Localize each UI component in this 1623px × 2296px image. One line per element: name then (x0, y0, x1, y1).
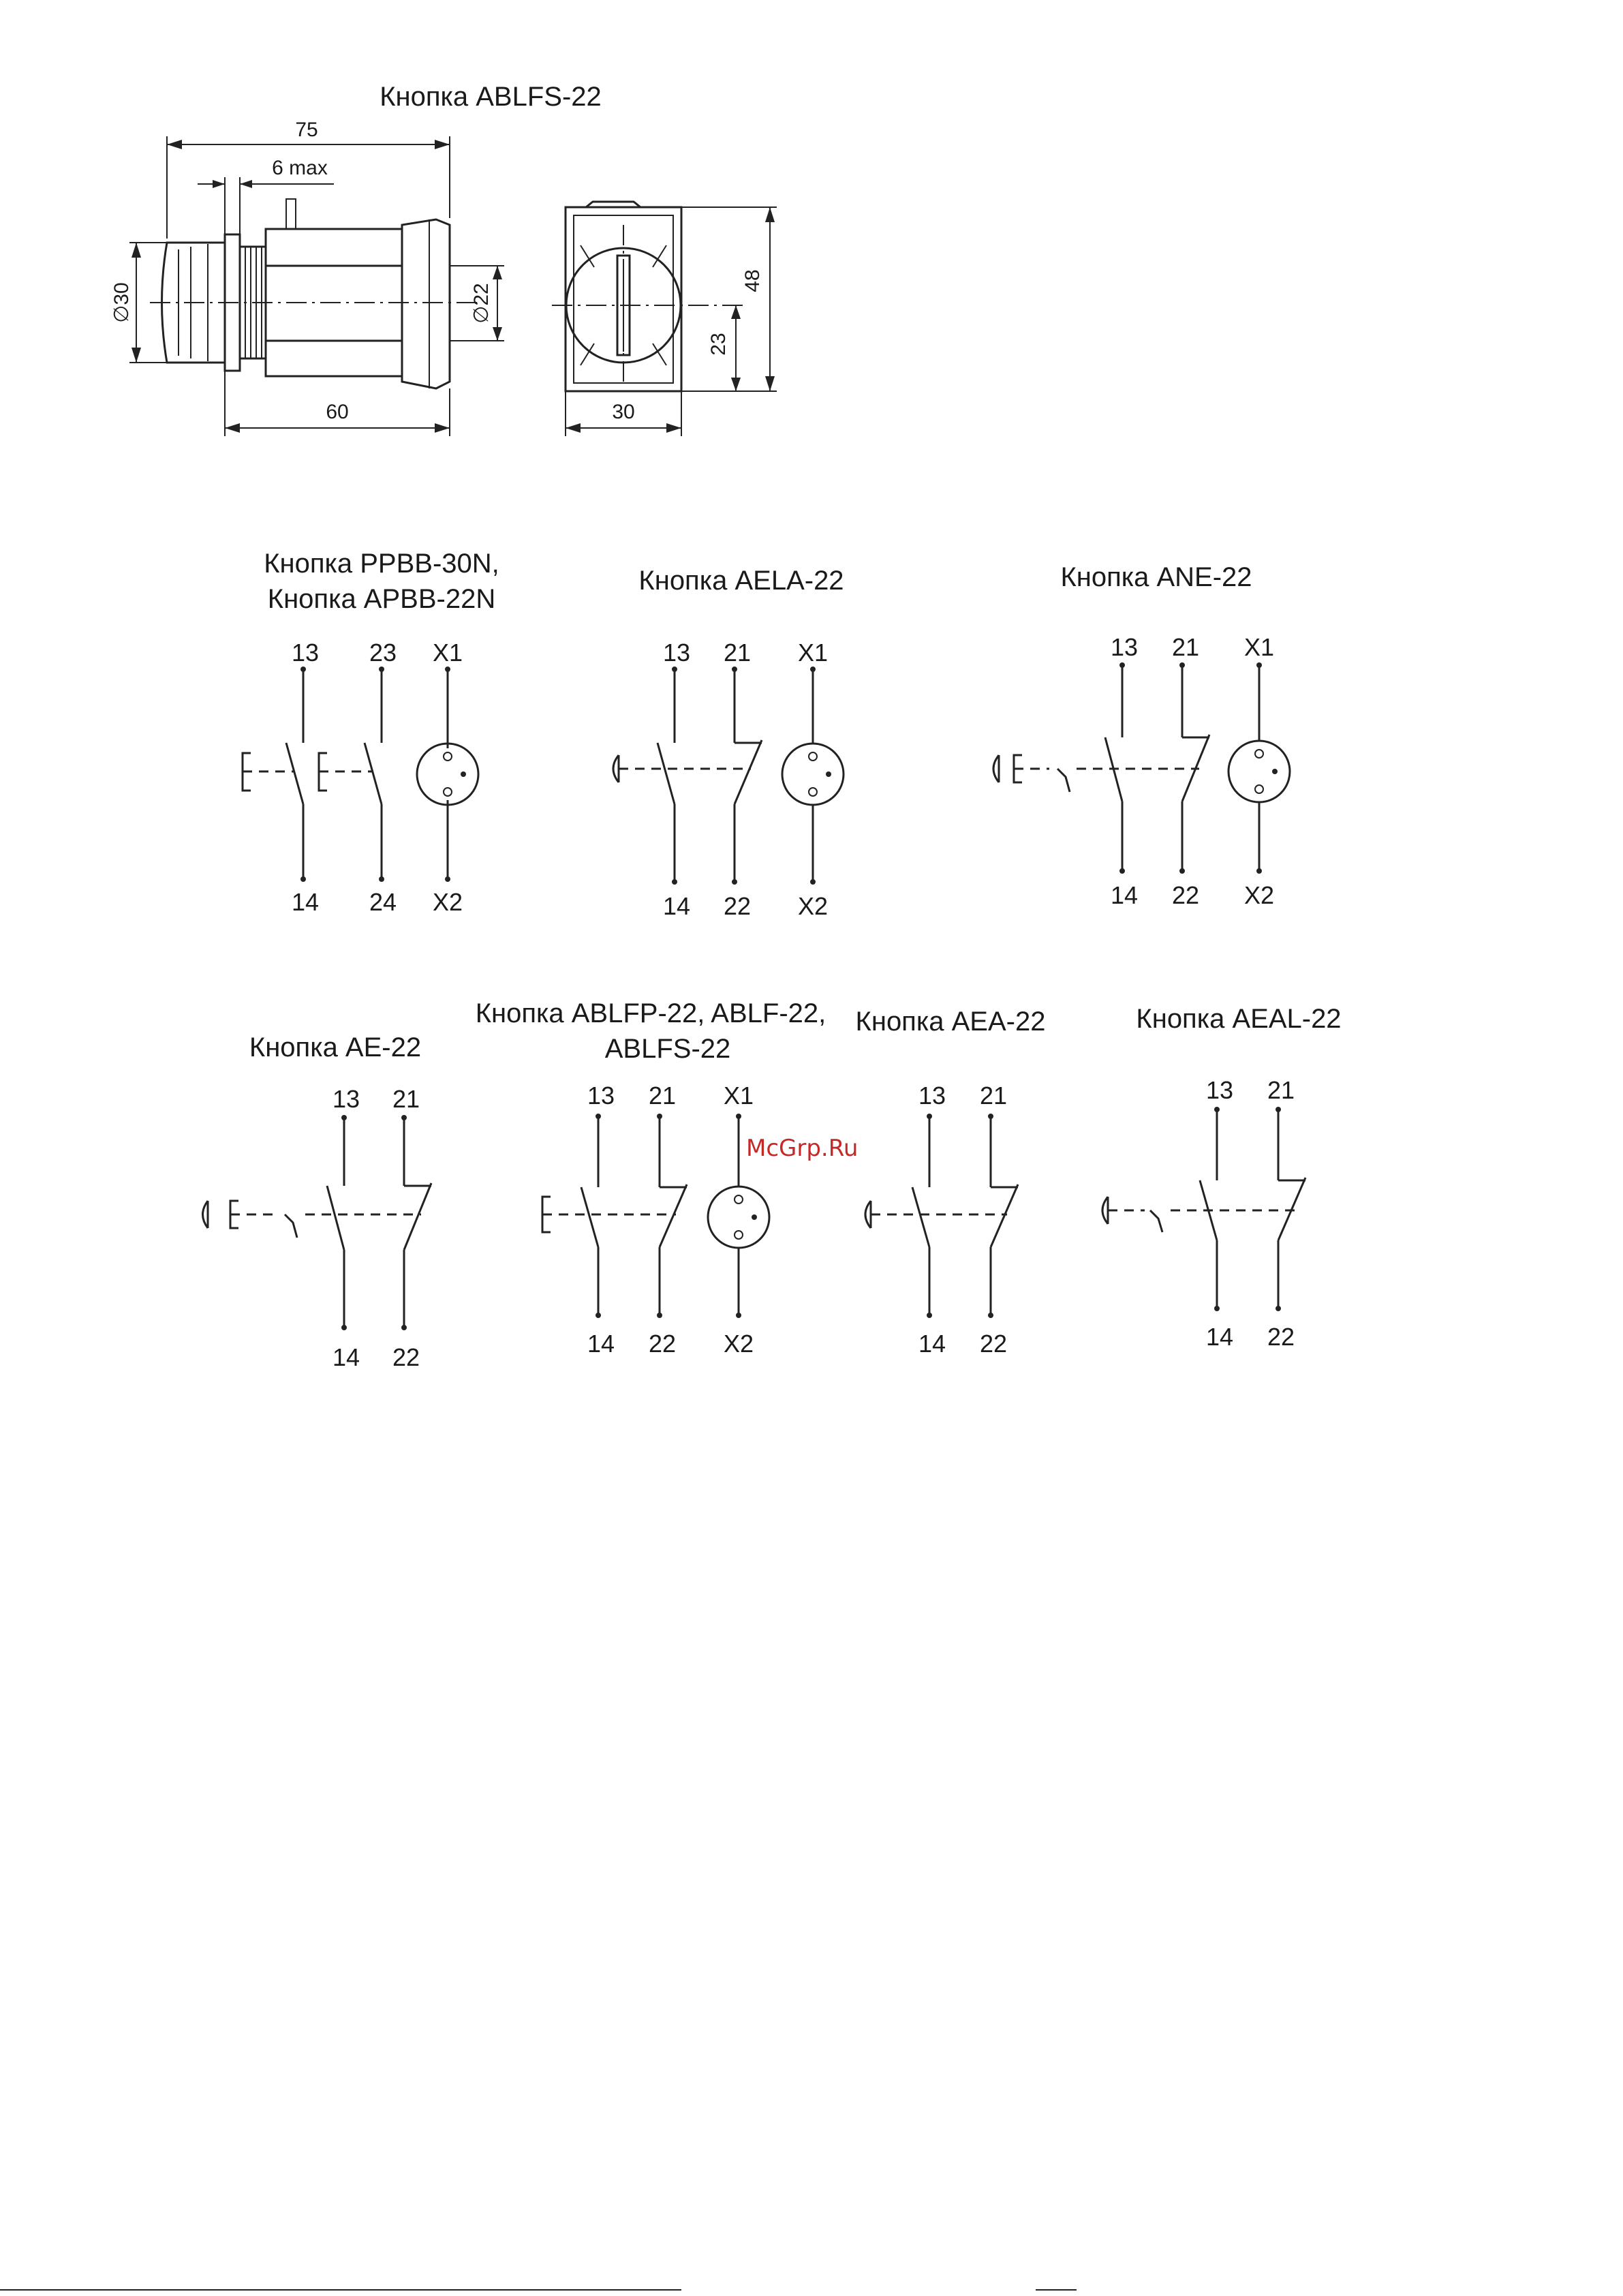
terminal-label: 14 (1205, 1323, 1234, 1351)
terminal-label: 22 (979, 1330, 1008, 1358)
terminal-label: X1 (1243, 633, 1275, 661)
terminal-label: X1 (723, 1082, 754, 1109)
schematic-title: Кнопка APBB-22N (267, 584, 496, 614)
terminal-label: X2 (1243, 881, 1275, 909)
side-view (150, 199, 477, 388)
terminal-label: 14 (662, 892, 691, 920)
schematic-aeal-22 (1102, 1004, 1342, 1351)
terminal-label: 14 (587, 1330, 615, 1358)
terminal-label: X2 (797, 892, 829, 920)
terminal-label: 13 (918, 1082, 946, 1109)
dim-overall-length: 75 (295, 119, 318, 141)
schematic-title: Кнопка PPBB-30N, (264, 549, 499, 579)
terminal-label: 22 (1267, 1323, 1295, 1351)
terminal-label: 13 (1205, 1076, 1234, 1104)
terminal-label: X2 (723, 1330, 754, 1358)
schematic-ane-22 (993, 562, 1290, 909)
terminal-label: 13 (332, 1085, 360, 1113)
terminal-label: 23 (369, 639, 397, 667)
terminal-label: 14 (1110, 881, 1139, 909)
terminal-label: 13 (587, 1082, 615, 1109)
dim-bezel-diameter: ∅30 (110, 282, 133, 323)
terminal-label: 21 (1171, 633, 1200, 661)
terminal-label: 13 (662, 639, 691, 667)
dim-body-diameter: ∅22 (470, 283, 493, 324)
schematic-title: Кнопка ABLFP-22, ABLF-22, (475, 998, 826, 1028)
schematic-ablfp-22 (476, 998, 826, 1358)
terminal-label: 21 (723, 639, 752, 667)
terminal-label: 14 (918, 1330, 946, 1358)
terminal-label: X1 (432, 639, 463, 667)
schematic-ae-22 (203, 1032, 432, 1371)
terminal-label: 21 (979, 1082, 1008, 1109)
terminal-label: 22 (392, 1343, 420, 1371)
terminal-label: 22 (1171, 881, 1200, 909)
terminal-label: 13 (291, 639, 320, 667)
schematic-title: Кнопка AEA-22 (855, 1007, 1046, 1037)
terminal-label: X2 (432, 888, 463, 916)
schematic-aea-22 (856, 1007, 1046, 1358)
schematic-ppbb-30n (243, 549, 499, 916)
schematic-title: Кнопка AELA-22 (638, 566, 844, 596)
side-view-dimensions (110, 119, 504, 436)
schematic-title: Кнопка ANE-22 (1060, 562, 1252, 592)
watermark: McGrp.Ru (746, 1135, 859, 1162)
terminal-label: X1 (797, 639, 829, 667)
terminal-label: 14 (291, 888, 320, 916)
dim-center-height: 23 (707, 333, 730, 356)
schematic-title: ABLFS-22 (604, 1034, 731, 1064)
terminal-label: 21 (648, 1082, 677, 1109)
dim-bezel-max: 6 max (272, 157, 328, 179)
terminal-label: 21 (392, 1085, 420, 1113)
dim-body-length: 60 (326, 401, 349, 423)
schematic-title: Кнопка AEAL-22 (1136, 1004, 1342, 1034)
dim-height: 48 (741, 269, 764, 292)
end-view-dimensions (566, 207, 777, 436)
terminal-label: 14 (332, 1343, 360, 1371)
terminal-label: 24 (369, 888, 397, 916)
end-view (552, 202, 743, 391)
terminal-label: 13 (1110, 633, 1139, 661)
terminal-label: 21 (1267, 1076, 1295, 1104)
dimension-drawing (110, 82, 777, 436)
schematic-title: Кнопка AE-22 (249, 1032, 422, 1062)
dim-width: 30 (612, 401, 635, 423)
drawing-title: Кнопка ABLFS-22 (380, 82, 602, 112)
schematic-aela-22 (613, 566, 844, 920)
terminal-label: 22 (648, 1330, 677, 1358)
terminal-label: 22 (723, 892, 752, 920)
